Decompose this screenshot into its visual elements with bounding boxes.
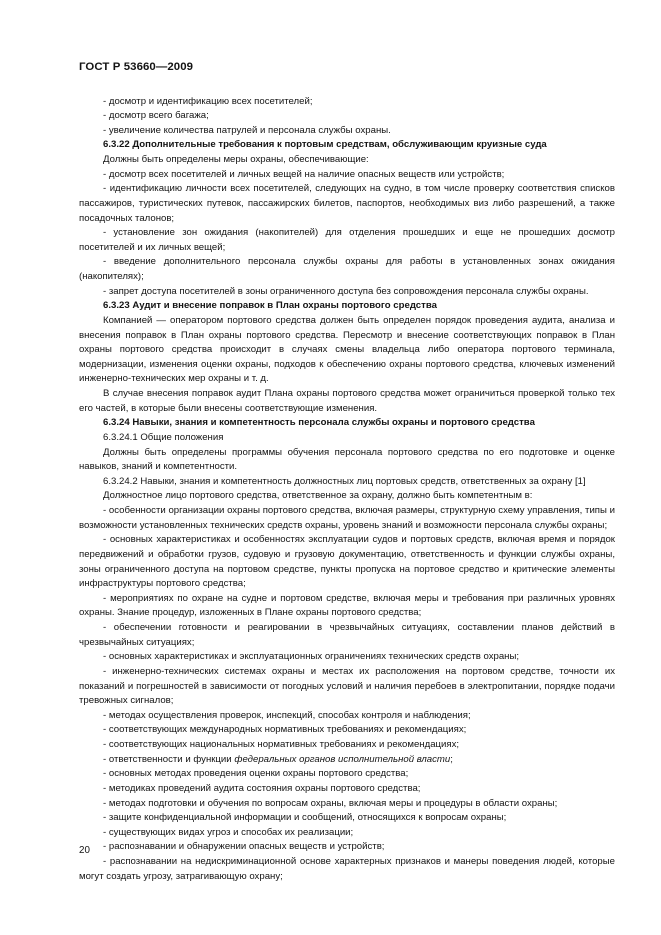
document-body [79, 95, 615, 885]
list-item: - основных характеристиках и эксплуатационных ограничениях технических средств охраны; [103, 651, 520, 663]
list-item [79, 753, 615, 768]
italic-term: федеральных органов исполнительной власти [234, 753, 451, 765]
list-item: - досмотр всех посетителей и личных вещей на наличие опасных веществ или устройств; [103, 168, 505, 180]
subsection-heading: 6.3.24.1 Общие положения [103, 431, 224, 443]
list-item: - досмотр всего багажа; [103, 110, 209, 122]
list-item: - введение дополнительного персонала службы охраны для работы в установленных зонах ожидания (накопителях); [79, 256, 615, 282]
paragraph: Должностное лицо портового средства, ответственное за охрану, должно быть компетентным в: [103, 490, 533, 502]
list-item: - идентификацию личности всех посетителей, следующих на судно, в том числе проверку соответствия списков пассажиров, туристических путевок, пассажирских билетов, паспортов, необходимых виз либо разрешений, а также посадочных талонов; [79, 183, 615, 224]
list-item: - защите конфиденциальной информации и сообщений, относящихся к вопросам охраны; [103, 812, 507, 824]
list-item: - основных методах проведения оценки охраны портового средства; [103, 768, 409, 780]
list-item: - установление зон ожидания (накопителей) для отделения прошедших и еще не прошедших досмотр посетителей и их личных вещей; [79, 227, 615, 253]
list-item: - существующих видах угроз и способах их реализации; [103, 826, 354, 838]
list-item: - особенности организации охраны портового средства, включая размеры, структурную схему управления, типы и возможности установленных технических средств охраны, уровень знаний и возможности персонала службы охраны; [79, 505, 615, 531]
list-item: - методиках проведений аудита состояния охраны портового средства; [103, 782, 421, 794]
paragraph: В случае внесения поправок аудит Плана охраны портового средства может ограничиться проверкой только тех его частей, в которые были внесены соответствующие изменения. [79, 388, 615, 414]
list-item: - методах осуществления проверок, инспекций, способах контроля и наблюдения; [103, 709, 471, 721]
list-item: - обеспечении готовности и реагировании в чрезвычайных ситуациях, составлении планов действий в чрезвычайных ситуациях; [79, 622, 615, 648]
document-header: ГОСТ Р 53660—2009 [79, 61, 194, 73]
subsection-heading: 6.3.24.2 Навыки, знания и компетентность должностных лиц портовых средств, ответственных за охрану [1] [103, 475, 586, 487]
list-item: - соответствующих международных нормативных требованиях и рекомендациях; [103, 724, 467, 736]
section-heading-6-3-24: 6.3.24 Навыки, знания и компетентность персонала службы охраны и портового средства [103, 417, 535, 429]
list-item: - увеличение количества патрулей и персонала службы охраны. [103, 124, 391, 136]
list-item: - распознавании на недискриминационной основе характерных признаков и манеры поведения людей, которые могут создать угрозу, затрагивающую охрану; [79, 856, 615, 882]
section-heading-6-3-22: 6.3.22 Дополнительные требования к портовым средствам, обслуживающим круизные суда [103, 139, 547, 151]
list-item: - инженерно-технических системах охраны и местах их расположения на портовом средстве, точности их показаний и погрешностей в зависимости от погодных условий и наличия перебоев в электропитании, порядке подачи тревожных сигналов; [79, 665, 615, 707]
paragraph: Должны быть определены меры охраны, обеспечивающие: [103, 154, 369, 165]
page-number: 20 [79, 845, 90, 856]
list-item: - методах подготовки и обучения по вопросам охраны, включая меры и процедуры в области охраны; [103, 797, 558, 809]
list-item: - соответствующих национальных нормативных требованиях и рекомендациях; [103, 739, 460, 750]
paragraph: Должны быть определены программы обучения персонала портового средства по его подготовке и оценке навыков, знаний и компетентности. [79, 446, 615, 473]
list-item-punct: ; [450, 753, 453, 765]
list-item: - распознавании и обнаружении опасных веществ и устройств; [103, 841, 385, 853]
paragraph: Компанией — оператором портового средства должен быть определен порядок проведения аудита, анализа и внесения поправок в План охраны портового средства. Пересмотр и внесение соответствующих поправок в План охраны портового средства происходит в случаях смены владельца либо оператора портового терминала, модернизации, изменения оценки охраны, подходов к обеспечению охраны портового средства, ключевых изменений инженерно-технических мер охраны и т. д. [79, 314, 615, 385]
list-item: - досмотр и идентификацию всех посетителей; [103, 95, 313, 107]
list-item: - запрет доступа посетителей в зоны ограниченного доступа без сопровождения персонала службы охраны. [103, 285, 589, 297]
list-item: - основных характеристиках и особенностях эксплуатации судов и портовых средств, включая время и порядок передвижений и обработки грузов, судовую и грузовую документацию, ответственность и функции службы охраны, зоны ограниченного доступа на портовом средстве, пункты пропуска на портовое средство и критические элементы инфраструктуры портового средства; [79, 534, 615, 590]
list-item-text: - ответственности и функции [103, 753, 235, 765]
section-heading-6-3-23: 6.3.23 Аудит и внесение поправок в План охраны портового средства [103, 300, 437, 312]
list-item: - мероприятиях по охране на судне и портовом средстве, включая меры и требования при различных уровнях охраны. Знание процедур, изложенных в Плане охраны портового средства; [79, 592, 615, 619]
